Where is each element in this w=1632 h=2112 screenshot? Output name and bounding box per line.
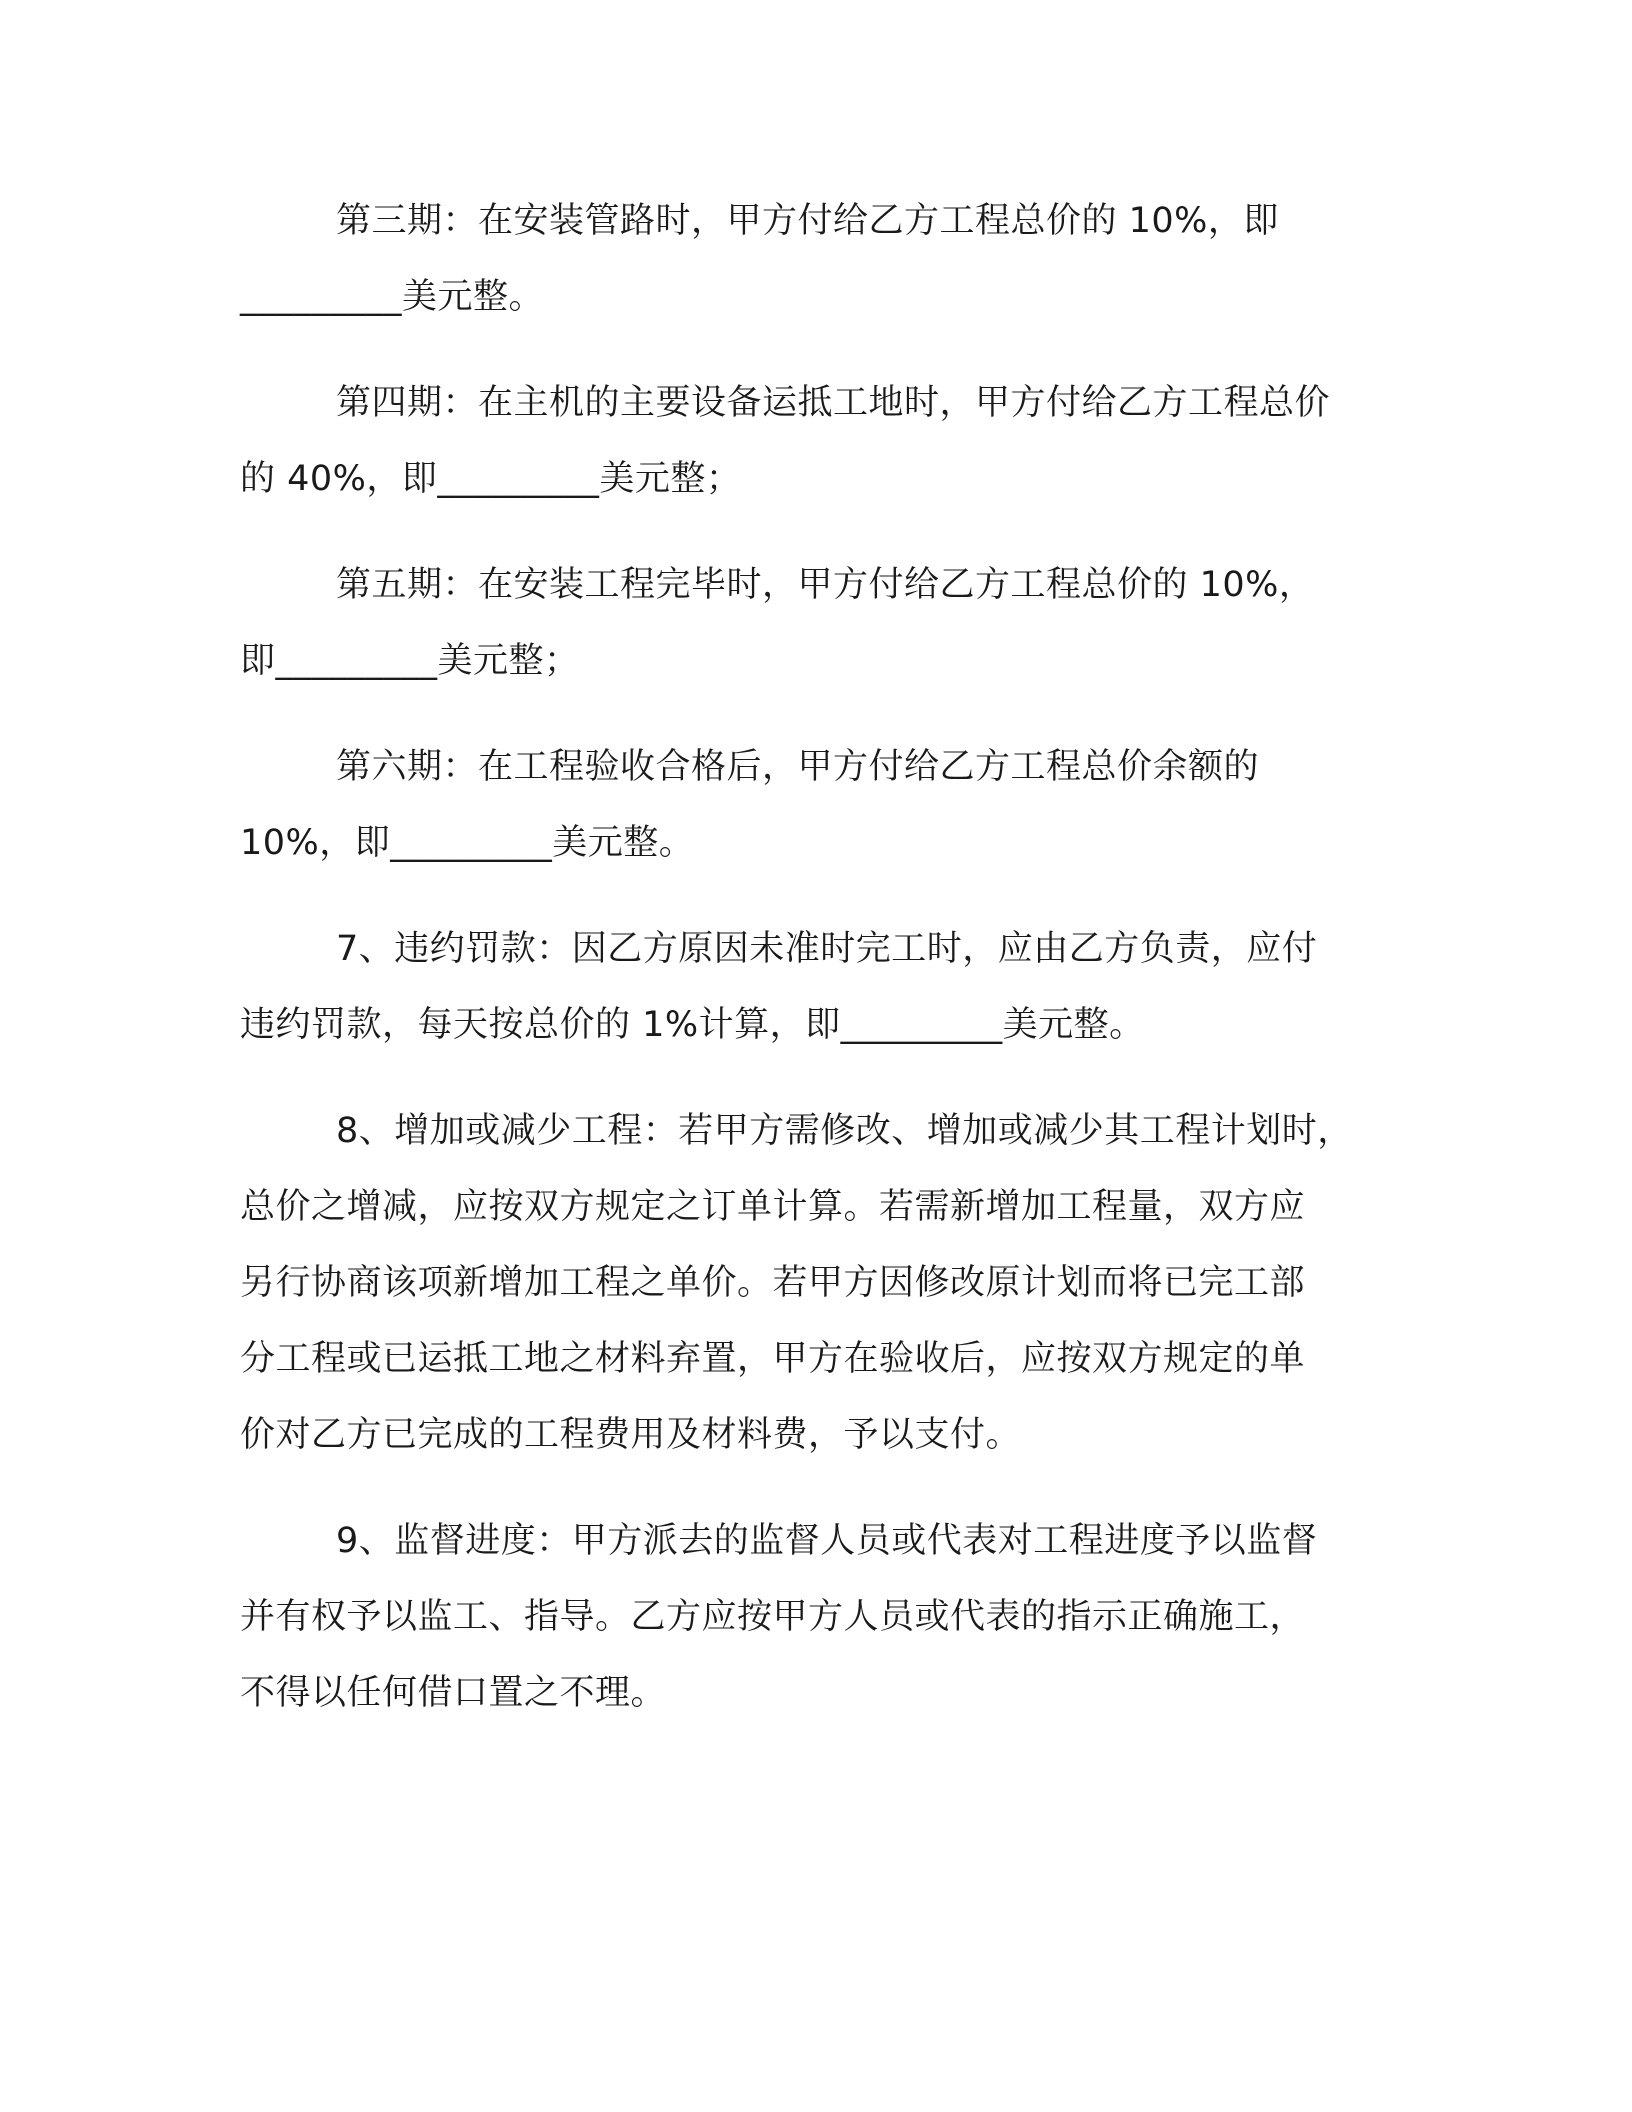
text-line: _________美元整。 [240,277,545,317]
paragraph-phase-5 [240,547,1390,699]
text-line: 7、违约罚款：因乙方原因未准时完工时，应由乙方负责，应付 [336,929,1318,969]
text-line: 不得以任何借口置之不理。 [240,1673,667,1713]
text-line: 并有权予以监工、指导。乙方应按甲方人员或代表的指示正确施工， [240,1597,1306,1637]
text-line: 即_________美元整； [240,641,580,681]
paragraph-phase-3 [240,183,1390,335]
text-line: 价对乙方已完成的工程费用及材料费，予以支付。 [240,1415,1022,1455]
text-line: 分工程或已运抵工地之材料弃置，甲方在验收后，应按双方规定的单 [240,1339,1306,1379]
text-line: 另行协商该项新增加工程之单价。若甲方因修改原计划而将已完工部 [240,1263,1306,1303]
paragraph-clause-7 [240,911,1390,1063]
text-line: 违约罚款，每天按总价的 1%计算，即_________美元整。 [240,1005,1145,1045]
text-line: 9、监督进度：甲方派去的监督人员或代表对工程进度予以监督 [336,1521,1318,1561]
text-line: 总价之增减，应按双方规定之订单计算。若需新增加工程量，双方应 [240,1187,1306,1227]
text-line: 第六期：在工程验收合格后，甲方付给乙方工程总价余额的 [336,747,1260,787]
paragraph-phase-6 [240,729,1390,881]
paragraph-clause-8 [240,1093,1390,1473]
text-line: 第四期：在主机的主要设备运抵工地时，甲方付给乙方工程总价 [336,383,1331,423]
text-line: 第三期：在安装管路时，甲方付给乙方工程总价的 10%，即 [336,201,1279,241]
text-line: 的 40%，即_________美元整； [240,459,742,499]
paragraph-phase-4 [240,365,1390,517]
text-line: 第五期：在安装工程完毕时，甲方付给乙方工程总价的 10%， [336,565,1315,605]
document-body [240,183,1390,1761]
paragraph-clause-9 [240,1503,1390,1731]
text-line: 8、增加或减少工程：若甲方需修改、增加或减少其工程计划时， [336,1111,1353,1151]
text-line: 10%，即_________美元整。 [240,823,695,863]
